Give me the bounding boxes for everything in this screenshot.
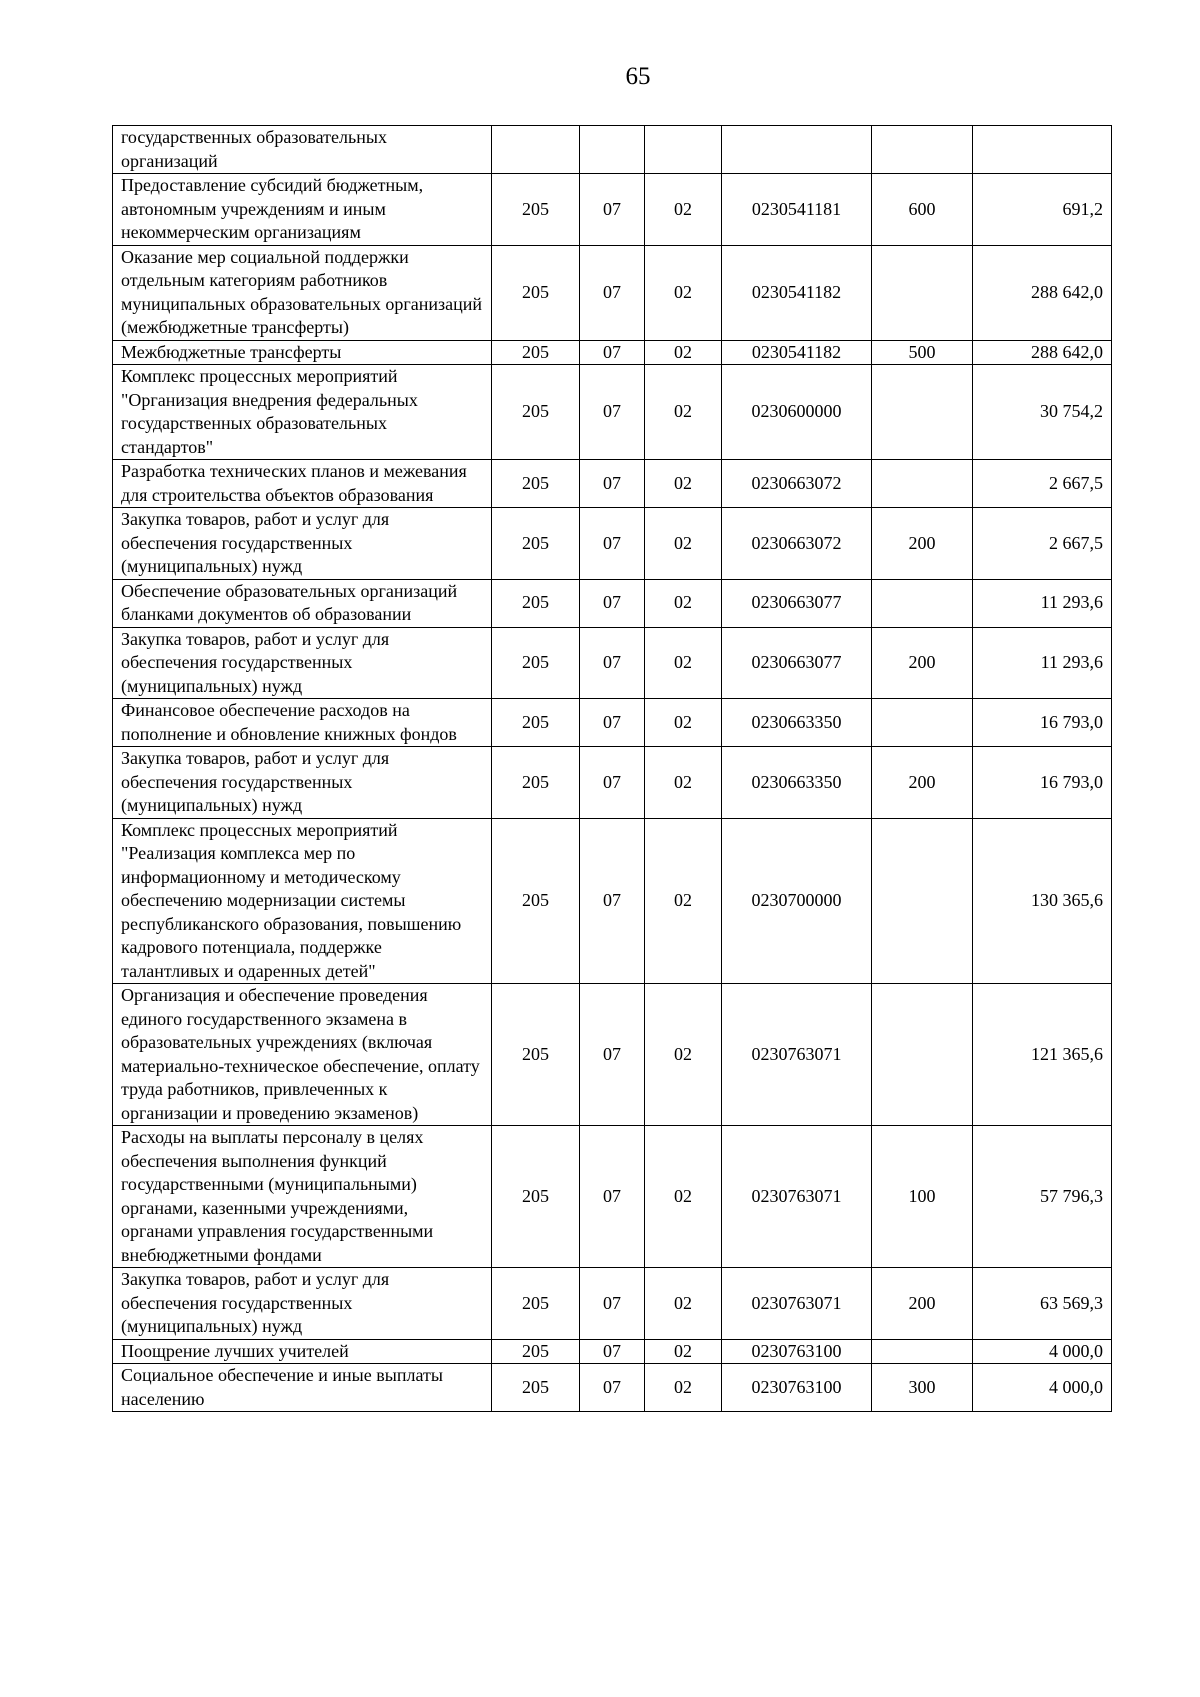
cell-name: Разработка технических планов и межевания для строительства объектов образования (113, 460, 492, 508)
cell-name: Поощрение лучших учителей (113, 1339, 492, 1364)
cell-pr: 02 (645, 1339, 722, 1364)
table-row (113, 365, 1112, 460)
cell-rz: 07 (580, 699, 645, 747)
cell-name: Социальное обеспечение и иные выплаты населению (113, 1364, 492, 1412)
table-row (113, 508, 1112, 580)
cell-amount (973, 126, 1112, 174)
cell-name: Закупка товаров, работ и услуг для обеспечения государственных (муниципальных) нужд (113, 627, 492, 699)
cell-amount: 4 000,0 (973, 1339, 1112, 1364)
cell-vr: 200 (872, 1268, 973, 1340)
cell-ved: 205 (492, 1339, 580, 1364)
table-row (113, 747, 1112, 819)
cell-csr: 0230763071 (722, 1126, 872, 1268)
cell-ved: 205 (492, 245, 580, 340)
cell-csr: 0230763100 (722, 1364, 872, 1412)
cell-name: Комплекс процессных мероприятий "Организация внедрения федеральных государственных образовательных стандартов" (113, 365, 492, 460)
cell-amount: 130 365,6 (973, 818, 1112, 984)
cell-rz (580, 126, 645, 174)
cell-name: Закупка товаров, работ и услуг для обеспечения государственных (муниципальных) нужд (113, 1268, 492, 1340)
cell-vr: 600 (872, 174, 973, 246)
cell-csr: 0230763071 (722, 1268, 872, 1340)
cell-vr (872, 579, 973, 627)
cell-rz: 07 (580, 340, 645, 365)
cell-vr (872, 365, 973, 460)
cell-rz: 07 (580, 579, 645, 627)
cell-ved: 205 (492, 627, 580, 699)
cell-ved: 205 (492, 460, 580, 508)
cell-rz: 07 (580, 460, 645, 508)
cell-name: Закупка товаров, работ и услуг для обеспечения государственных (муниципальных) нужд (113, 747, 492, 819)
cell-amount: 2 667,5 (973, 508, 1112, 580)
table-row (113, 627, 1112, 699)
cell-vr: 200 (872, 508, 973, 580)
cell-rz: 07 (580, 365, 645, 460)
cell-rz: 07 (580, 508, 645, 580)
cell-amount: 288 642,0 (973, 245, 1112, 340)
cell-ved (492, 126, 580, 174)
cell-ved: 205 (492, 747, 580, 819)
table-row (113, 1364, 1112, 1412)
cell-pr: 02 (645, 579, 722, 627)
cell-pr: 02 (645, 1126, 722, 1268)
cell-amount: 11 293,6 (973, 579, 1112, 627)
cell-vr (872, 699, 973, 747)
cell-ved: 205 (492, 1126, 580, 1268)
cell-csr: 0230541181 (722, 174, 872, 246)
cell-pr: 02 (645, 747, 722, 819)
table-row (113, 126, 1112, 174)
cell-ved: 205 (492, 818, 580, 984)
cell-csr: 0230541182 (722, 340, 872, 365)
cell-csr: 0230763071 (722, 984, 872, 1126)
cell-csr (722, 126, 872, 174)
cell-amount: 16 793,0 (973, 747, 1112, 819)
cell-ved: 205 (492, 699, 580, 747)
cell-csr: 0230663077 (722, 579, 872, 627)
cell-rz: 07 (580, 627, 645, 699)
table-row (113, 340, 1112, 365)
cell-amount: 30 754,2 (973, 365, 1112, 460)
cell-name: Обеспечение образовательных организаций бланками документов об образовании (113, 579, 492, 627)
table-row (113, 579, 1112, 627)
cell-pr: 02 (645, 460, 722, 508)
cell-name: Расходы на выплаты персоналу в целях обеспечения выполнения функций государственными (муниципальными) органами, казенными учреждениями, органами управления государственными внебюджетными фондами (113, 1126, 492, 1268)
cell-ved: 205 (492, 1364, 580, 1412)
cell-vr (872, 245, 973, 340)
page-number: 65 (625, 63, 651, 90)
cell-pr: 02 (645, 984, 722, 1126)
cell-csr: 0230663350 (722, 699, 872, 747)
cell-pr: 02 (645, 365, 722, 460)
table-row (113, 1268, 1112, 1340)
cell-ved: 205 (492, 579, 580, 627)
cell-rz: 07 (580, 1268, 645, 1340)
cell-csr: 0230663072 (722, 460, 872, 508)
cell-rz: 07 (580, 984, 645, 1126)
cell-vr: 200 (872, 747, 973, 819)
table-row (113, 984, 1112, 1126)
cell-amount: 288 642,0 (973, 340, 1112, 365)
cell-amount: 691,2 (973, 174, 1112, 246)
table-row (113, 818, 1112, 984)
table-row (113, 460, 1112, 508)
cell-csr: 0230663077 (722, 627, 872, 699)
cell-name: Межбюджетные трансферты (113, 340, 492, 365)
cell-csr: 0230663072 (722, 508, 872, 580)
cell-rz: 07 (580, 174, 645, 246)
table-row (113, 1339, 1112, 1364)
cell-name: Закупка товаров, работ и услуг для обеспечения государственных (муниципальных) нужд (113, 508, 492, 580)
cell-name: Финансовое обеспечение расходов на пополнение и обновление книжных фондов (113, 699, 492, 747)
cell-rz: 07 (580, 1339, 645, 1364)
cell-name: Оказание мер социальной поддержки отдельным категориям работников муниципальных образовательных организаций (межбюджетные трансферты) (113, 245, 492, 340)
cell-pr: 02 (645, 245, 722, 340)
cell-ved: 205 (492, 340, 580, 365)
cell-rz: 07 (580, 818, 645, 984)
cell-pr: 02 (645, 818, 722, 984)
cell-pr: 02 (645, 627, 722, 699)
cell-csr: 0230663350 (722, 747, 872, 819)
cell-vr (872, 818, 973, 984)
cell-name: Комплекс процессных мероприятий "Реализация комплекса мер по информационному и методическому обеспечению модернизации системы республиканского образования, повышению кадрового потенциала, поддержке талантливых и одаренных детей" (113, 818, 492, 984)
cell-csr: 0230541182 (722, 245, 872, 340)
cell-amount: 4 000,0 (973, 1364, 1112, 1412)
cell-csr: 0230700000 (722, 818, 872, 984)
cell-pr: 02 (645, 1364, 722, 1412)
cell-pr: 02 (645, 340, 722, 365)
cell-amount: 63 569,3 (973, 1268, 1112, 1340)
cell-vr (872, 1339, 973, 1364)
cell-ved: 205 (492, 174, 580, 246)
cell-pr: 02 (645, 699, 722, 747)
cell-vr: 300 (872, 1364, 973, 1412)
cell-vr: 200 (872, 627, 973, 699)
cell-ved: 205 (492, 365, 580, 460)
cell-pr (645, 126, 722, 174)
cell-rz: 07 (580, 245, 645, 340)
cell-pr: 02 (645, 174, 722, 246)
table-row (113, 245, 1112, 340)
cell-vr (872, 984, 973, 1126)
cell-pr: 02 (645, 508, 722, 580)
cell-ved: 205 (492, 508, 580, 580)
cell-rz: 07 (580, 1126, 645, 1268)
cell-csr: 0230600000 (722, 365, 872, 460)
cell-vr (872, 460, 973, 508)
cell-rz: 07 (580, 1364, 645, 1412)
cell-amount: 2 667,5 (973, 460, 1112, 508)
table-row (113, 174, 1112, 246)
cell-rz: 07 (580, 747, 645, 819)
cell-ved: 205 (492, 984, 580, 1126)
cell-ved: 205 (492, 1268, 580, 1340)
cell-vr: 500 (872, 340, 973, 365)
budget-table (112, 125, 1112, 1412)
cell-name: Организация и обеспечение проведения единого государственного экзамена в образовательных учреждениях (включая материально-техническое обеспечение, оплату труда работников, привлеченных к организации и проведению экзаменов) (113, 984, 492, 1126)
cell-name: Предоставление субсидий бюджетным, автономным учреждениям и иным некоммерческим организациям (113, 174, 492, 246)
cell-amount: 16 793,0 (973, 699, 1112, 747)
cell-csr: 0230763100 (722, 1339, 872, 1364)
table-row (113, 699, 1112, 747)
cell-amount: 121 365,6 (973, 984, 1112, 1126)
cell-vr: 100 (872, 1126, 973, 1268)
table-row (113, 1126, 1112, 1268)
cell-amount: 11 293,6 (973, 627, 1112, 699)
cell-pr: 02 (645, 1268, 722, 1340)
cell-amount: 57 796,3 (973, 1126, 1112, 1268)
cell-vr (872, 126, 973, 174)
cell-name: государственных образовательных организаций (113, 126, 492, 174)
